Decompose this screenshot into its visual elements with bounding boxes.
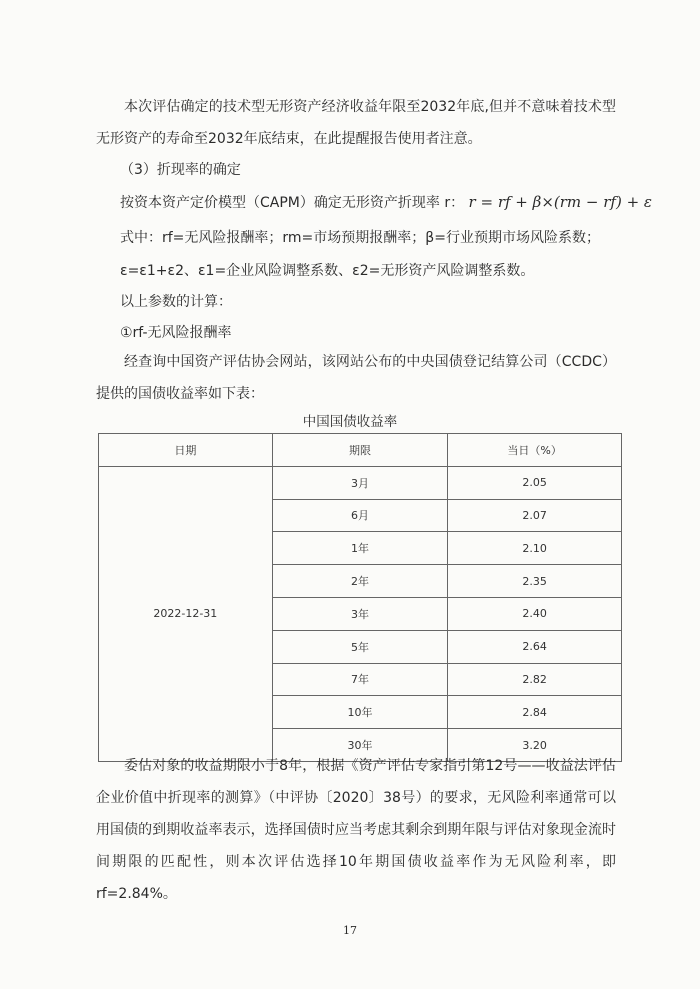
formula-variables: 式中：rf=无风险报酬率；rm=市场预期报酬率；β=行业预期市场风险系数； bbox=[120, 230, 600, 246]
table-header-row bbox=[99, 434, 622, 467]
params-calc-intro: 以上参数的计算： bbox=[120, 294, 232, 310]
table-caption: 中国国债收益率 bbox=[302, 414, 398, 430]
header-date: 日期 bbox=[99, 434, 273, 467]
term-cell: 1年 bbox=[272, 532, 448, 565]
term-cell: 10年 bbox=[272, 696, 448, 729]
rate-cell: 2.84 bbox=[448, 696, 622, 729]
header-rate: 当日（%） bbox=[448, 434, 622, 467]
capm-intro: 按资本资产定价模型（CAPM）确定无形资产折现率 r： bbox=[120, 195, 465, 211]
term-cell: 3月 bbox=[272, 466, 448, 499]
epsilon-definition: ε=ε1+ε2、ε1=企业风险调整系数、ε2=无形资产风险调整系数。 bbox=[120, 263, 535, 279]
paragraph-conclusion: 委估对象的收益期限小于8年，根据《资产评估专家指引第12号——收益法评估企业价值中折现率的测算》（中评协〔2020〕38号）的要求，无风险利率通常可以用国债的到期收益率表示，选择国债时应当考虑其剩余到期年限与评估对象现金流时间期限的匹配性，则本次评估选择10年期国债收益率作为无风险利率，即rf=2.84%。 bbox=[96, 758, 616, 902]
capm-formula: r = rf + β×(rm − rf) + ε bbox=[468, 193, 652, 211]
bond-yield-table-body bbox=[99, 434, 622, 762]
page-number: 17 bbox=[343, 924, 357, 937]
date-cell: 2022-12-31 bbox=[99, 466, 273, 761]
term-cell: 6月 bbox=[272, 499, 448, 532]
rate-cell: 2.10 bbox=[448, 532, 622, 565]
term-cell: 3年 bbox=[272, 597, 448, 630]
header-term: 期限 bbox=[272, 434, 448, 467]
rf-heading: ①rf-无风险报酬率 bbox=[120, 325, 232, 341]
paragraph-economic-life: 本次评估确定的技术型无形资产经济收益年限至2032年底,但并不意味着技术型无形资产的寿命至2032年底结束，在此提醒报告使用者注意。 bbox=[96, 99, 616, 147]
term-cell: 7年 bbox=[272, 663, 448, 696]
paragraph-query: 经查询中国资产评估协会网站，该网站公布的中央国债登记结算公司（CCDC）提供的国债收益率如下表： bbox=[96, 354, 616, 402]
heading-discount-rate: （3）折现率的确定 bbox=[120, 162, 241, 178]
rate-cell: 2.07 bbox=[448, 499, 622, 532]
term-cell: 30年 bbox=[272, 729, 448, 762]
rate-cell: 3.20 bbox=[448, 729, 622, 762]
table-row bbox=[99, 466, 622, 499]
rate-cell: 2.40 bbox=[448, 597, 622, 630]
capm-line bbox=[120, 192, 652, 213]
rate-cell: 2.35 bbox=[448, 565, 622, 598]
term-cell: 2年 bbox=[272, 565, 448, 598]
rate-cell: 2.64 bbox=[448, 630, 622, 663]
rate-cell: 2.82 bbox=[448, 663, 622, 696]
bond-yield-table bbox=[98, 433, 622, 762]
rate-cell: 2.05 bbox=[448, 466, 622, 499]
term-cell: 5年 bbox=[272, 630, 448, 663]
